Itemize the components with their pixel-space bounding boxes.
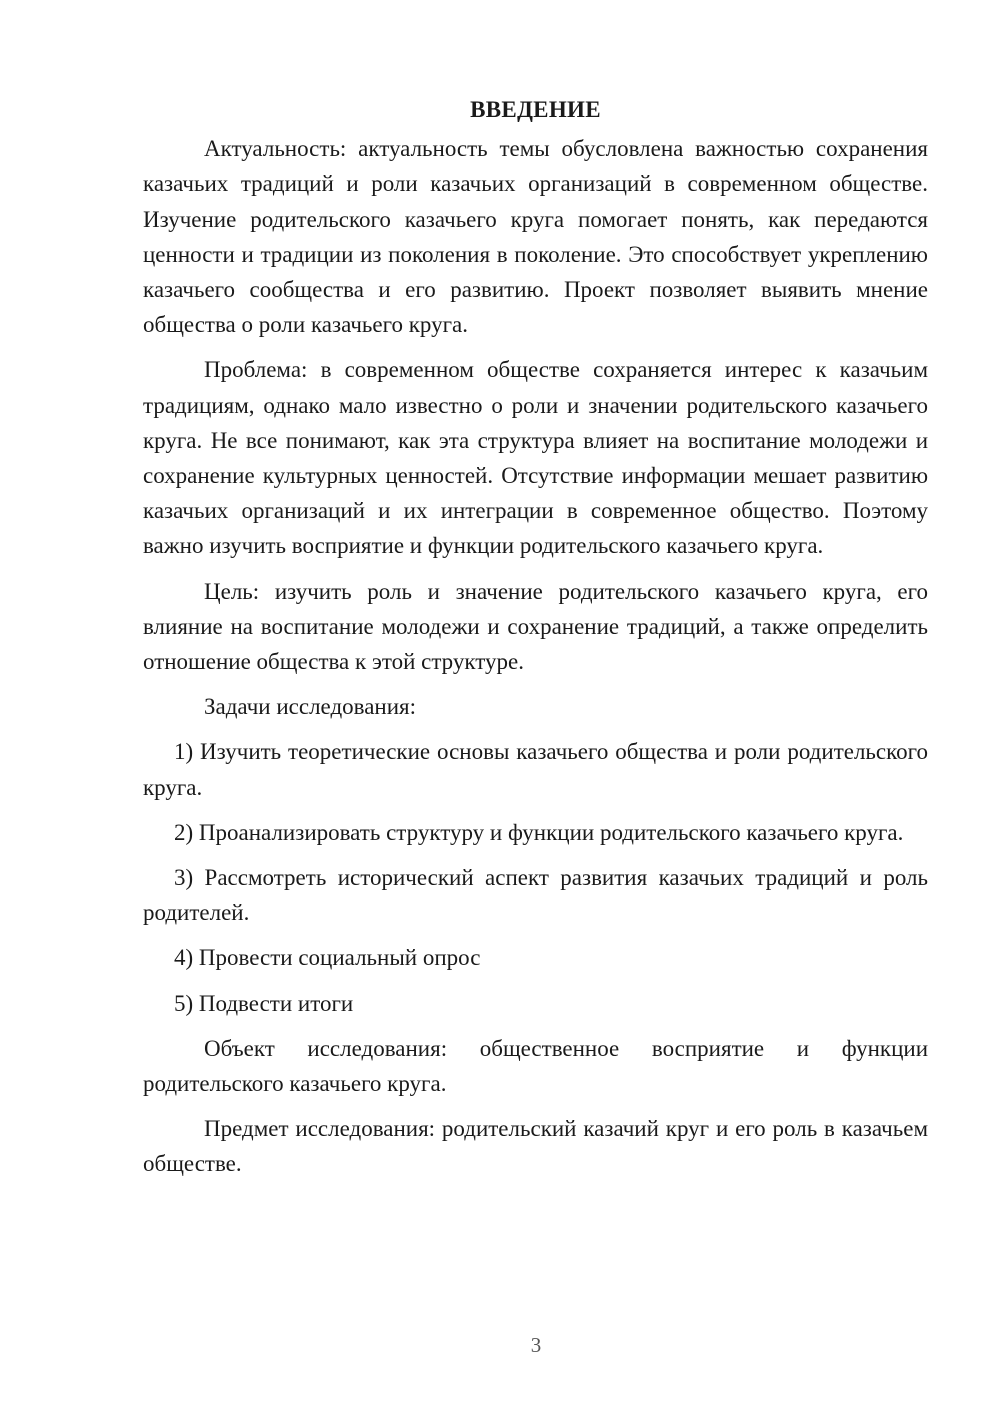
object-paragraph: Объект исследования: общественное восприятие и функции родительского казачьего круга. <box>143 1035 928 1097</box>
task-item: 3) Рассмотреть исторический аспект развития казачьих традиций и роль родителей. <box>143 865 928 926</box>
page-number: 3 <box>530 1333 542 1357</box>
section-title: ВВЕДЕНИЕ <box>470 97 601 122</box>
task-item: 1) Изучить теоретические основы казачьего общества и роли родительского круга. <box>143 739 928 800</box>
task-item: 2) Проанализировать структуру и функции родительского казачьего круга. <box>174 819 904 845</box>
problem-paragraph: Проблема: в современном обществе сохраняется интерес к казачьим традициям, однако мало известно о роли и значении родительского казачьего круга. Не все понимают, как эта структура влияет на воспитание молодежи и сохранение культурных ценностей. Отсутствие информации мешает развитию казачьих организаций и их интеграции в современное общество. Поэтому важно изучить восприятие и функции родительского казачьего круга. <box>143 357 928 559</box>
tasks-heading: Задачи исследования: <box>204 694 417 720</box>
goal-paragraph: Цель: изучить роль и значение родительского казачьего круга, его влияние на воспитание молодежи и сохранение традиций, а также определить отношение общества к этой структуре. <box>143 578 928 675</box>
relevance-paragraph: Актуальность: актуальность темы обусловлена важностью сохранения казачьих традиций и роли казачьих организаций в современном обществе. Изучение родительского казачьего круга помогает понять, как передаются ценности и традиции из поколения в поколение. Это способствует укреплению казачьего сообщества и его развитию. Проект позволяет выявить мнение общества о роли казачьего круга. <box>143 136 928 338</box>
document-body <box>143 92 928 1192</box>
task-item: 4) Провести социальный опрос <box>174 945 481 971</box>
task-item: 5) Подвести итоги <box>174 990 354 1016</box>
subject-paragraph: Предмет исследования: родительский казачий круг и его роль в казачьем обществе. <box>143 1116 928 1177</box>
